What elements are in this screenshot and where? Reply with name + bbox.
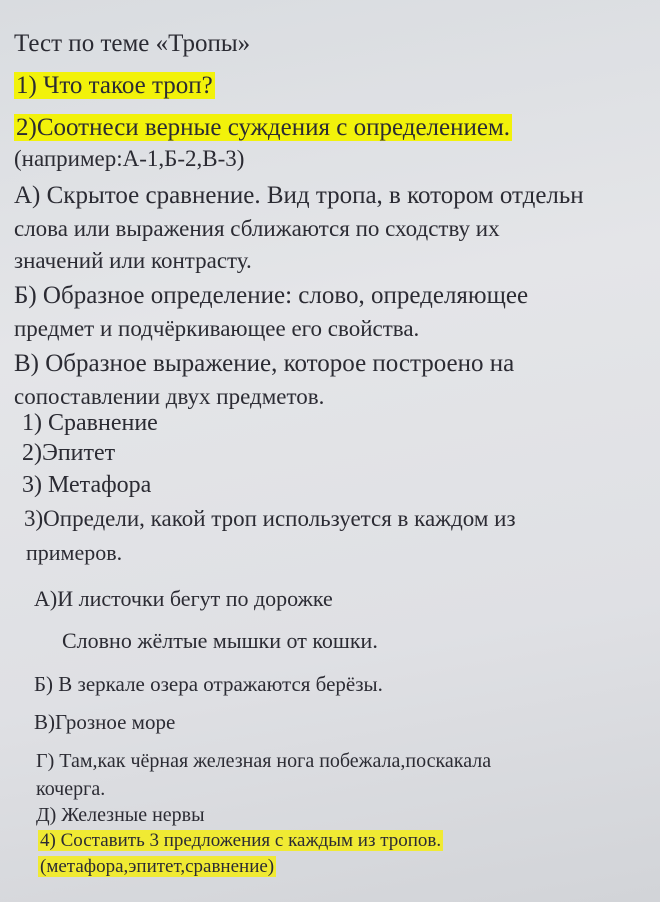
option-3: 3) Метафора xyxy=(22,472,152,498)
question-4-text-2: (метафора,эпитет,сравнение) xyxy=(40,856,275,877)
definition-a-line-1: А) Скрытое сравнение. Вид тропа, в котором отдельн xyxy=(14,182,584,209)
question-3-line-2: примеров. xyxy=(26,540,123,565)
question-2-text: 2)Соотнеси верные суждения с определением. xyxy=(16,114,511,141)
question-3-line-1: 3)Определи, какой троп используется в каждом из xyxy=(24,506,516,531)
example-b: Б) В зеркале озера отражаются берёзы. xyxy=(34,672,383,696)
example-v: В)Грозное море xyxy=(34,710,176,734)
definition-b-line-1: Б) Образное определение: слово, определяющее xyxy=(14,282,529,309)
definition-a-line-3: значений или контрасту. xyxy=(14,248,252,273)
question-4-line-1 xyxy=(38,830,443,852)
option-2: 2)Эпитет xyxy=(22,440,116,466)
option-1: 1) Сравнение xyxy=(22,410,158,436)
example-a-line-2: Словно жёлтые мышки от кошки. xyxy=(62,628,378,653)
example-a-line-1: А)И листочки бегут по дорожке xyxy=(34,586,333,611)
question-4-text-1: 4) Составить 3 предложения с каждым из тропов. xyxy=(40,830,442,851)
definition-b-line-2: предмет и подчёркивающее его свойства. xyxy=(14,316,420,341)
question-1-text: 1) Что такое троп? xyxy=(16,72,213,99)
example-g-line-2: кочерга. xyxy=(36,778,106,800)
definition-v-line-1: В) Образное выражение, которое построено на xyxy=(14,350,515,377)
question-1 xyxy=(14,72,215,101)
question-2-line-1 xyxy=(14,114,512,143)
test-title: Тест по теме «Тропы» xyxy=(14,30,251,57)
example-g-line-1: Г) Там,как чёрная железная нога побежала,поскакала xyxy=(36,750,492,772)
definition-v-line-2: сопоставлении двух предметов. xyxy=(14,384,325,409)
question-4-line-2 xyxy=(38,856,276,878)
question-2-line-2: (например:А-1,Б-2,В-3) xyxy=(14,146,245,171)
definition-a-line-2: слова или выражения сближаются по сходству их xyxy=(14,216,500,241)
example-d: Д) Железные нервы xyxy=(36,804,205,826)
